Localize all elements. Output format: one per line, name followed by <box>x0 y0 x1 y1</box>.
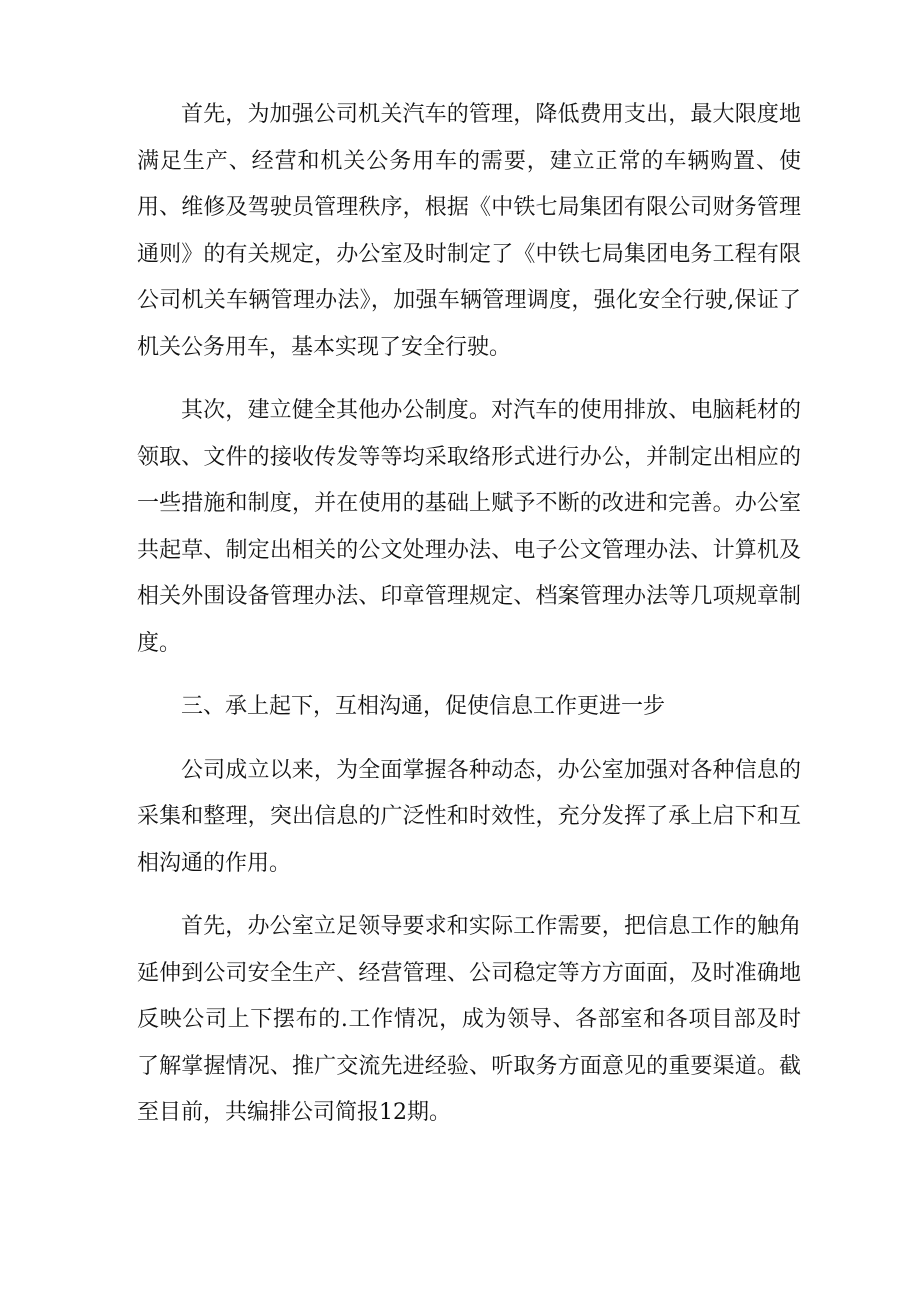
section-heading-information-work: 三、承上起下，互相沟通，促使信息工作更进一步 <box>181 694 666 719</box>
paragraph-information-collection: 公司成立以来，为全面掌握各种动态，办公室加强对各种信息的采集和整理，突出信息的广泛性和时效性，充分发挥了承上启下和互相沟通的作用。 <box>137 757 801 876</box>
paragraph-vehicle-management: 首先，为加强公司机关汽车的管理，降低费用支出，最大限度地满足生产、经营和机关公务用车的需要，建立正常的车辆购置、使用、维修及驾驶员管理秩序，根据《中铁七局集团有限公司财务管理通则》的有关规定，办公室及时制定了《中铁七局集团电务工程有限公司机关车辆管理办法》，加强车辆管理调度，强化安全行驶,保证了机关公务用车，基本实现了安全行驶。 <box>137 102 801 360</box>
document-body <box>137 92 801 1154</box>
paragraph-information-reporting: 首先，办公室立足领导要求和实际工作需要，把信息工作的触角延伸到公司安全生产、经营管理、公司稳定等方方面面，及时准确地反映公司上下摆布的.工作情况，成为领导、各部室和各项目部及时了解掌握情况、推广交流先进经验、听取务方面意见的重要渠道。截至目前，共编排公司简报12期。 <box>137 914 801 1125</box>
paragraph-office-systems: 其次，建立健全其他办公制度。对汽车的使用排放、电脑耗材的领取、文件的接收传发等等均采取络形式进行办公，并制定出相应的一些措施和制度，并在使用的基础上赋予不断的改进和完善。办公室共起草、制定出相关的公文处理办法、电子公文管理办法、计算机及相关外围设备管理办法、印章管理规定、档案管理办法等几项规章制度。 <box>137 398 801 656</box>
